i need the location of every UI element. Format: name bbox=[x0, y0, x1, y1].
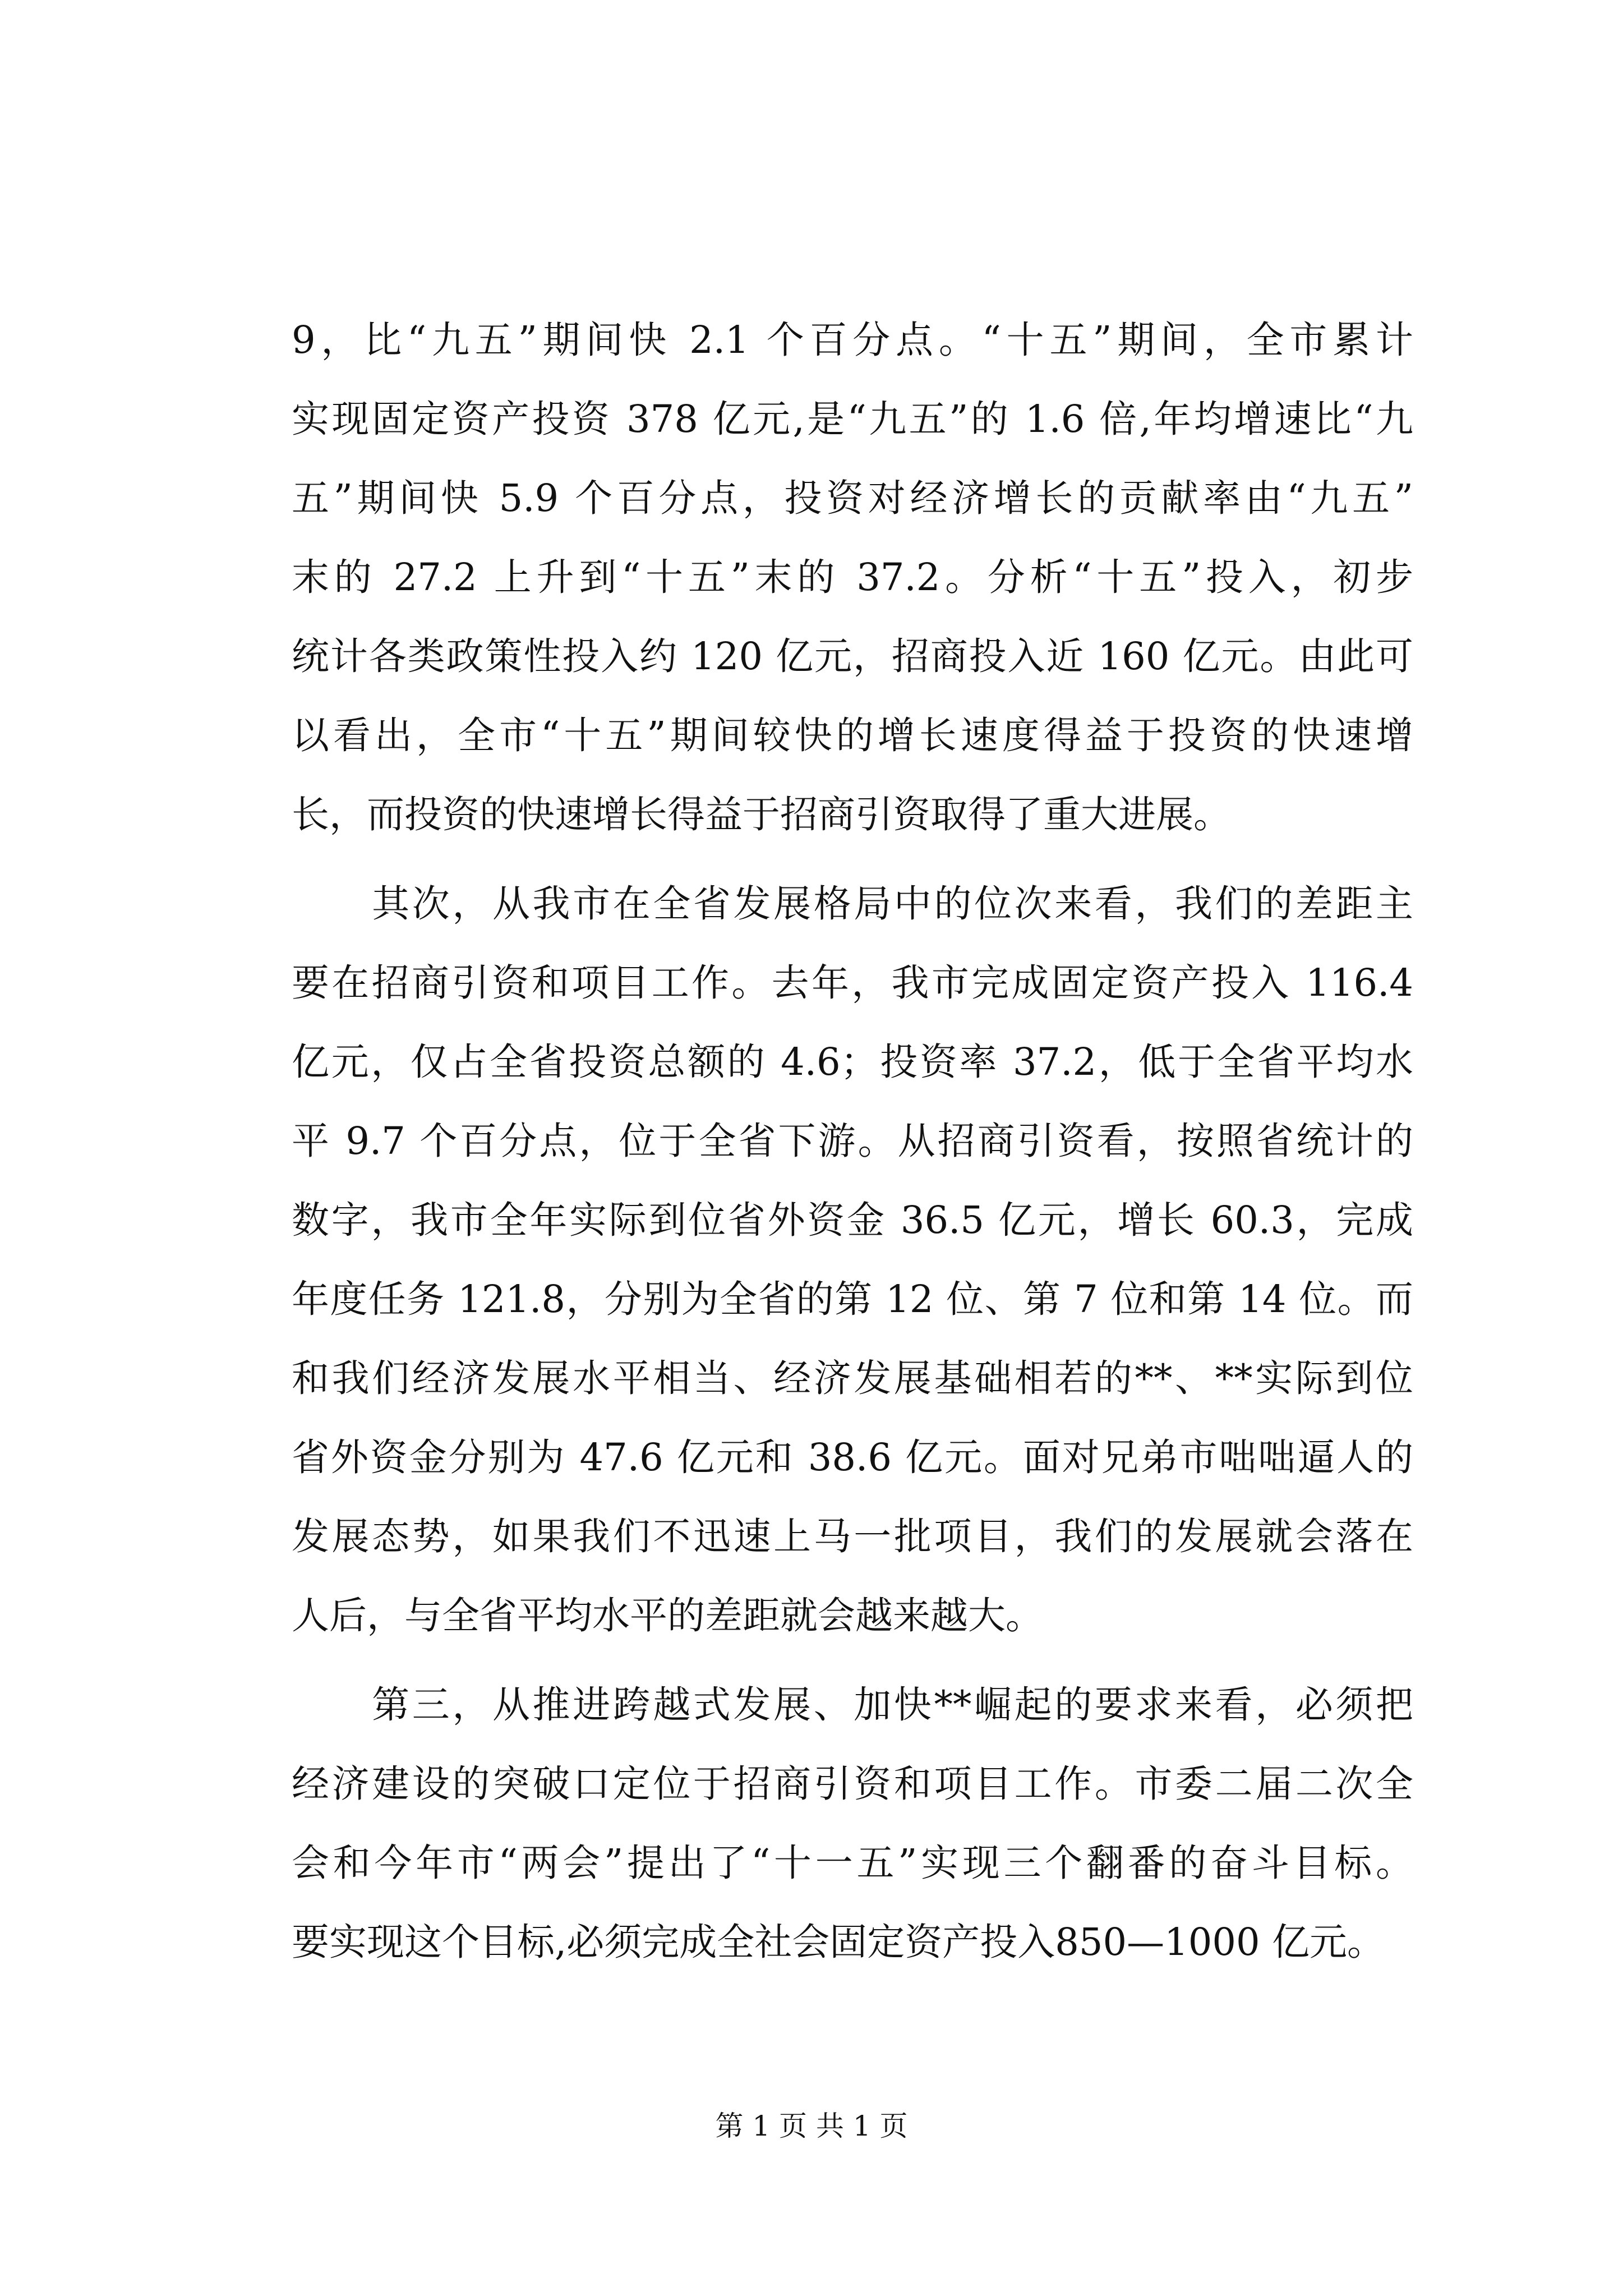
text-line: 和我们经济发展水平相当、经济发展基础相若的**、**实际到位 bbox=[292, 1356, 1413, 1400]
text-line: 数字，我市全年实际到位省外资金 36.5 亿元，增长 60.3，完成 bbox=[292, 1198, 1413, 1242]
text-line: 年度任务 121.8，分别为全省的第 12 位、第 7 位和第 14 位。而 bbox=[292, 1277, 1413, 1321]
text-line: 其次，从我市在全省发展格局中的位次来看，我们的差距主 bbox=[292, 882, 1413, 926]
text-line: 统计各类政策性投入约 120 亿元，招商投入近 160 亿元。由此可 bbox=[292, 634, 1413, 678]
text-line: 经济建设的突破口定位于招商引资和项目工作。市委二届二次全 bbox=[292, 1762, 1413, 1806]
paragraph-spacer bbox=[292, 854, 1413, 864]
text-line: 要在招商引资和项目工作。去年，我市完成固定资产投入 116.4 bbox=[292, 961, 1413, 1005]
paragraph-1 bbox=[292, 301, 1413, 854]
paragraph-3 bbox=[292, 1665, 1413, 1982]
document-body bbox=[292, 301, 1413, 1982]
text-line: 要实现这个目标,必须完成全社会固定资产投入850—1000 亿元。 bbox=[292, 1920, 1385, 1964]
text-line: 人后，与全省平均水平的差距就会越来越大。 bbox=[292, 1594, 1043, 1637]
text-line: 五”期间快 5.9 个百分点，投资对经济增长的贡献率由“九五” bbox=[292, 476, 1413, 520]
text-line: 会和今年市“两会”提出了“十一五”实现三个翻番的奋斗目标。 bbox=[292, 1841, 1413, 1885]
text-line: 以看出，全市“十五”期间较快的增长速度得益于投资的快速增 bbox=[292, 714, 1413, 757]
paragraph-2 bbox=[292, 864, 1413, 1655]
text-line: 发展态势，如果我们不迅速上马一批项目，我们的发展就会落在 bbox=[292, 1515, 1413, 1558]
text-line: 省外资金分别为 47.6 亿元和 38.6 亿元。面对兄弟市咄咄逼人的 bbox=[292, 1435, 1413, 1479]
text-line: 亿元，仅占全省投资总额的 4.6；投资率 37.2，低于全省平均水 bbox=[292, 1040, 1413, 1084]
text-line: 9，比“九五”期间快 2.1 个百分点。“十五”期间，全市累计 bbox=[292, 318, 1413, 362]
text-line: 末的 27.2 上升到“十五”末的 37.2。分析“十五”投入，初步 bbox=[292, 555, 1413, 599]
paragraph-spacer bbox=[292, 1655, 1413, 1665]
text-line: 平 9.7 个百分点，位于全省下游。从招商引资看，按照省统计的 bbox=[292, 1119, 1413, 1163]
text-line: 长，而投资的快速增长得益于招商引资取得了重大进展。 bbox=[292, 793, 1231, 836]
text-line: 实现固定资产投资 378 亿元,是“九五”的 1.6 倍,年均增速比“九 bbox=[292, 397, 1413, 441]
page-footer: 第 1 页 共 1 页 bbox=[715, 2110, 908, 2142]
text-line: 第三，从推进跨越式发展、加快**崛起的要求来看，必须把 bbox=[292, 1683, 1413, 1727]
